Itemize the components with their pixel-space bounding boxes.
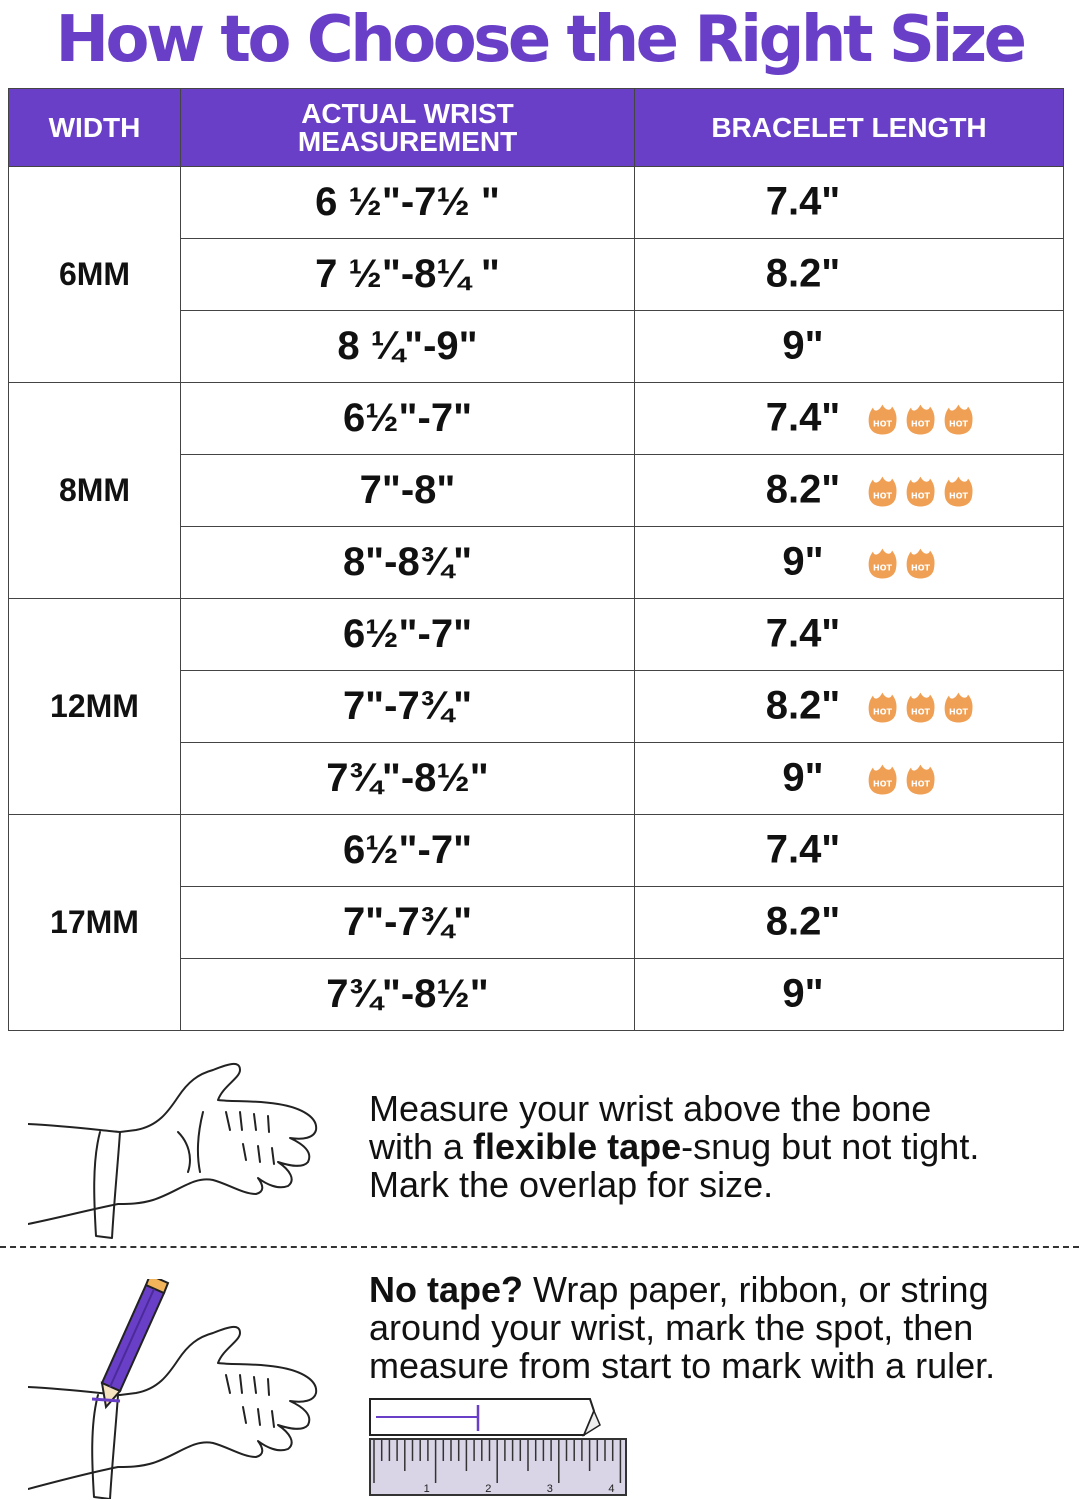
ruler-number: 4: [608, 1483, 615, 1495]
tape-instructions: [369, 1090, 979, 1204]
measurement-cell: 7¾"-8½": [181, 743, 635, 815]
hot-badges: [867, 546, 936, 579]
tape-instruction-line2-bold: flexible tape: [473, 1126, 682, 1167]
paper-instruction-line3: measure from start to mark with a ruler.: [369, 1345, 996, 1386]
wrist-tape-illustration: [28, 1052, 328, 1247]
tape-instruction-line2-post: -snug but not tight.: [681, 1126, 980, 1167]
paper-instruction-section: [0, 1255, 1079, 1500]
ruler-number: 2: [485, 1483, 492, 1495]
length-cell: [635, 455, 1064, 527]
hot-badges: [867, 402, 974, 435]
paper-instruction-line1-bold: No tape?: [369, 1269, 524, 1310]
measurement-cell: 7 ½"-8¼ ": [181, 239, 635, 311]
length-value: 8.2": [765, 251, 841, 296]
svg-text:HOT: HOT: [911, 563, 930, 572]
table-row: [9, 167, 1064, 239]
hot-flame-icon: [905, 474, 936, 507]
header-measurement: [181, 89, 635, 167]
table-row: [9, 815, 1064, 887]
length-cell: [635, 527, 1064, 599]
length-wrap: [635, 456, 1063, 525]
length-value: 7.4": [765, 395, 841, 440]
measurement-cell: 7¾"-8½": [181, 959, 635, 1031]
svg-text:HOT: HOT: [873, 779, 892, 788]
length-value: 9": [782, 755, 824, 800]
hot-flame-icon: [905, 690, 936, 723]
table-row: [9, 599, 1064, 671]
section-divider: [0, 1246, 1079, 1248]
length-cell: [635, 743, 1064, 815]
header-measurement-line1: ACTUAL WRIST: [301, 97, 514, 129]
svg-text:HOT: HOT: [873, 419, 892, 428]
length-cell: [635, 599, 1064, 671]
measurement-cell: 8 ¼"-9": [181, 311, 635, 383]
measurement-cell: 6½"-7": [181, 599, 635, 671]
length-value: 9": [782, 323, 824, 368]
length-wrap: [635, 744, 1063, 813]
tape-instruction-line2: [369, 1128, 979, 1166]
hot-badges: [867, 474, 974, 507]
length-cell: [635, 167, 1064, 239]
hot-flame-icon: [905, 762, 936, 795]
svg-text:HOT: HOT: [949, 419, 968, 428]
hot-flame-icon: [943, 690, 974, 723]
length-cell: [635, 959, 1064, 1031]
pencil-icon: [102, 1279, 168, 1407]
hot-flame-icon: [943, 474, 974, 507]
svg-text:HOT: HOT: [911, 491, 930, 500]
size-chart-table: [8, 88, 1064, 1031]
ruler-illustration: [368, 1395, 630, 1499]
tape-instruction-section: [0, 1040, 1079, 1245]
width-cell: 12MM: [9, 599, 181, 815]
length-wrap: [635, 312, 1063, 381]
length-cell: [635, 671, 1064, 743]
svg-text:HOT: HOT: [911, 419, 930, 428]
paper-strip: [370, 1399, 600, 1435]
length-cell: [635, 311, 1064, 383]
length-value: 9": [782, 971, 824, 1016]
hot-flame-icon: [867, 402, 898, 435]
svg-text:HOT: HOT: [949, 491, 968, 500]
tape-instruction-line1: Measure your wrist above the bone: [369, 1088, 932, 1129]
ruler-number: 1: [423, 1483, 430, 1495]
hot-flame-icon: [867, 762, 898, 795]
length-wrap: [635, 240, 1063, 309]
width-cell: 8MM: [9, 383, 181, 599]
length-value: 7.4": [765, 179, 841, 224]
measurement-cell: 6 ½"-7½ ": [181, 167, 635, 239]
hot-flame-icon: [905, 546, 936, 579]
hot-flame-icon: [867, 546, 898, 579]
measurement-cell: 7"-7¾": [181, 887, 635, 959]
tape-instruction-line2-pre: with a: [369, 1126, 474, 1167]
length-wrap: [635, 672, 1063, 741]
ruler-body: [370, 1439, 626, 1495]
length-value: 8.2": [765, 683, 841, 728]
length-value: 9": [782, 539, 824, 584]
svg-text:HOT: HOT: [873, 563, 892, 572]
header-measurement-line2: MEASUREMENT: [297, 125, 518, 157]
hot-flame-icon: [867, 690, 898, 723]
tape-instruction-line3: Mark the overlap for size.: [369, 1164, 774, 1205]
length-value: 8.2": [765, 467, 841, 512]
page-title: How to Choose the Right Size: [55, 3, 1024, 77]
svg-text:HOT: HOT: [911, 779, 930, 788]
width-cell: 17MM: [9, 815, 181, 1031]
svg-text:HOT: HOT: [873, 707, 892, 716]
hot-badges: [867, 762, 936, 795]
length-value: 7.4": [765, 827, 841, 872]
length-cell: [635, 239, 1064, 311]
header-length: BRACELET LENGTH: [635, 89, 1064, 167]
paper-instruction-line1-post: Wrap paper, ribbon, or string: [523, 1269, 989, 1310]
length-wrap: [635, 528, 1063, 597]
measurement-cell: 6½"-7": [181, 383, 635, 455]
svg-text:HOT: HOT: [873, 491, 892, 500]
length-cell: [635, 815, 1064, 887]
table-row: [9, 383, 1064, 455]
table-header-row: [9, 89, 1064, 167]
length-wrap: [635, 960, 1063, 1029]
measurement-cell: 7"-8": [181, 455, 635, 527]
hot-flame-icon: [943, 402, 974, 435]
length-wrap: [635, 600, 1063, 669]
header-width: WIDTH: [9, 89, 181, 167]
wrist-pencil-illustration: [28, 1279, 328, 1499]
paper-instructions: [369, 1271, 995, 1385]
length-cell: [635, 383, 1064, 455]
length-cell: [635, 887, 1064, 959]
length-wrap: [635, 384, 1063, 453]
svg-text:HOT: HOT: [949, 707, 968, 716]
length-wrap: [635, 168, 1063, 237]
svg-text:HOT: HOT: [911, 707, 930, 716]
paper-instruction-line1: [369, 1271, 995, 1309]
length-wrap: [635, 816, 1063, 885]
measurement-cell: 8"-8¾": [181, 527, 635, 599]
ruler-number: 3: [546, 1483, 553, 1495]
hot-flame-icon: [867, 474, 898, 507]
width-cell: 6MM: [9, 167, 181, 383]
hot-flame-icon: [905, 402, 936, 435]
measurement-cell: 6½"-7": [181, 815, 635, 887]
measurement-cell: 7"-7¾": [181, 671, 635, 743]
length-wrap: [635, 888, 1063, 957]
paper-instruction-line2: around your wrist, mark the spot, then: [369, 1307, 974, 1348]
hot-badges: [867, 690, 974, 723]
length-value: 7.4": [765, 611, 841, 656]
length-value: 8.2": [765, 899, 841, 944]
